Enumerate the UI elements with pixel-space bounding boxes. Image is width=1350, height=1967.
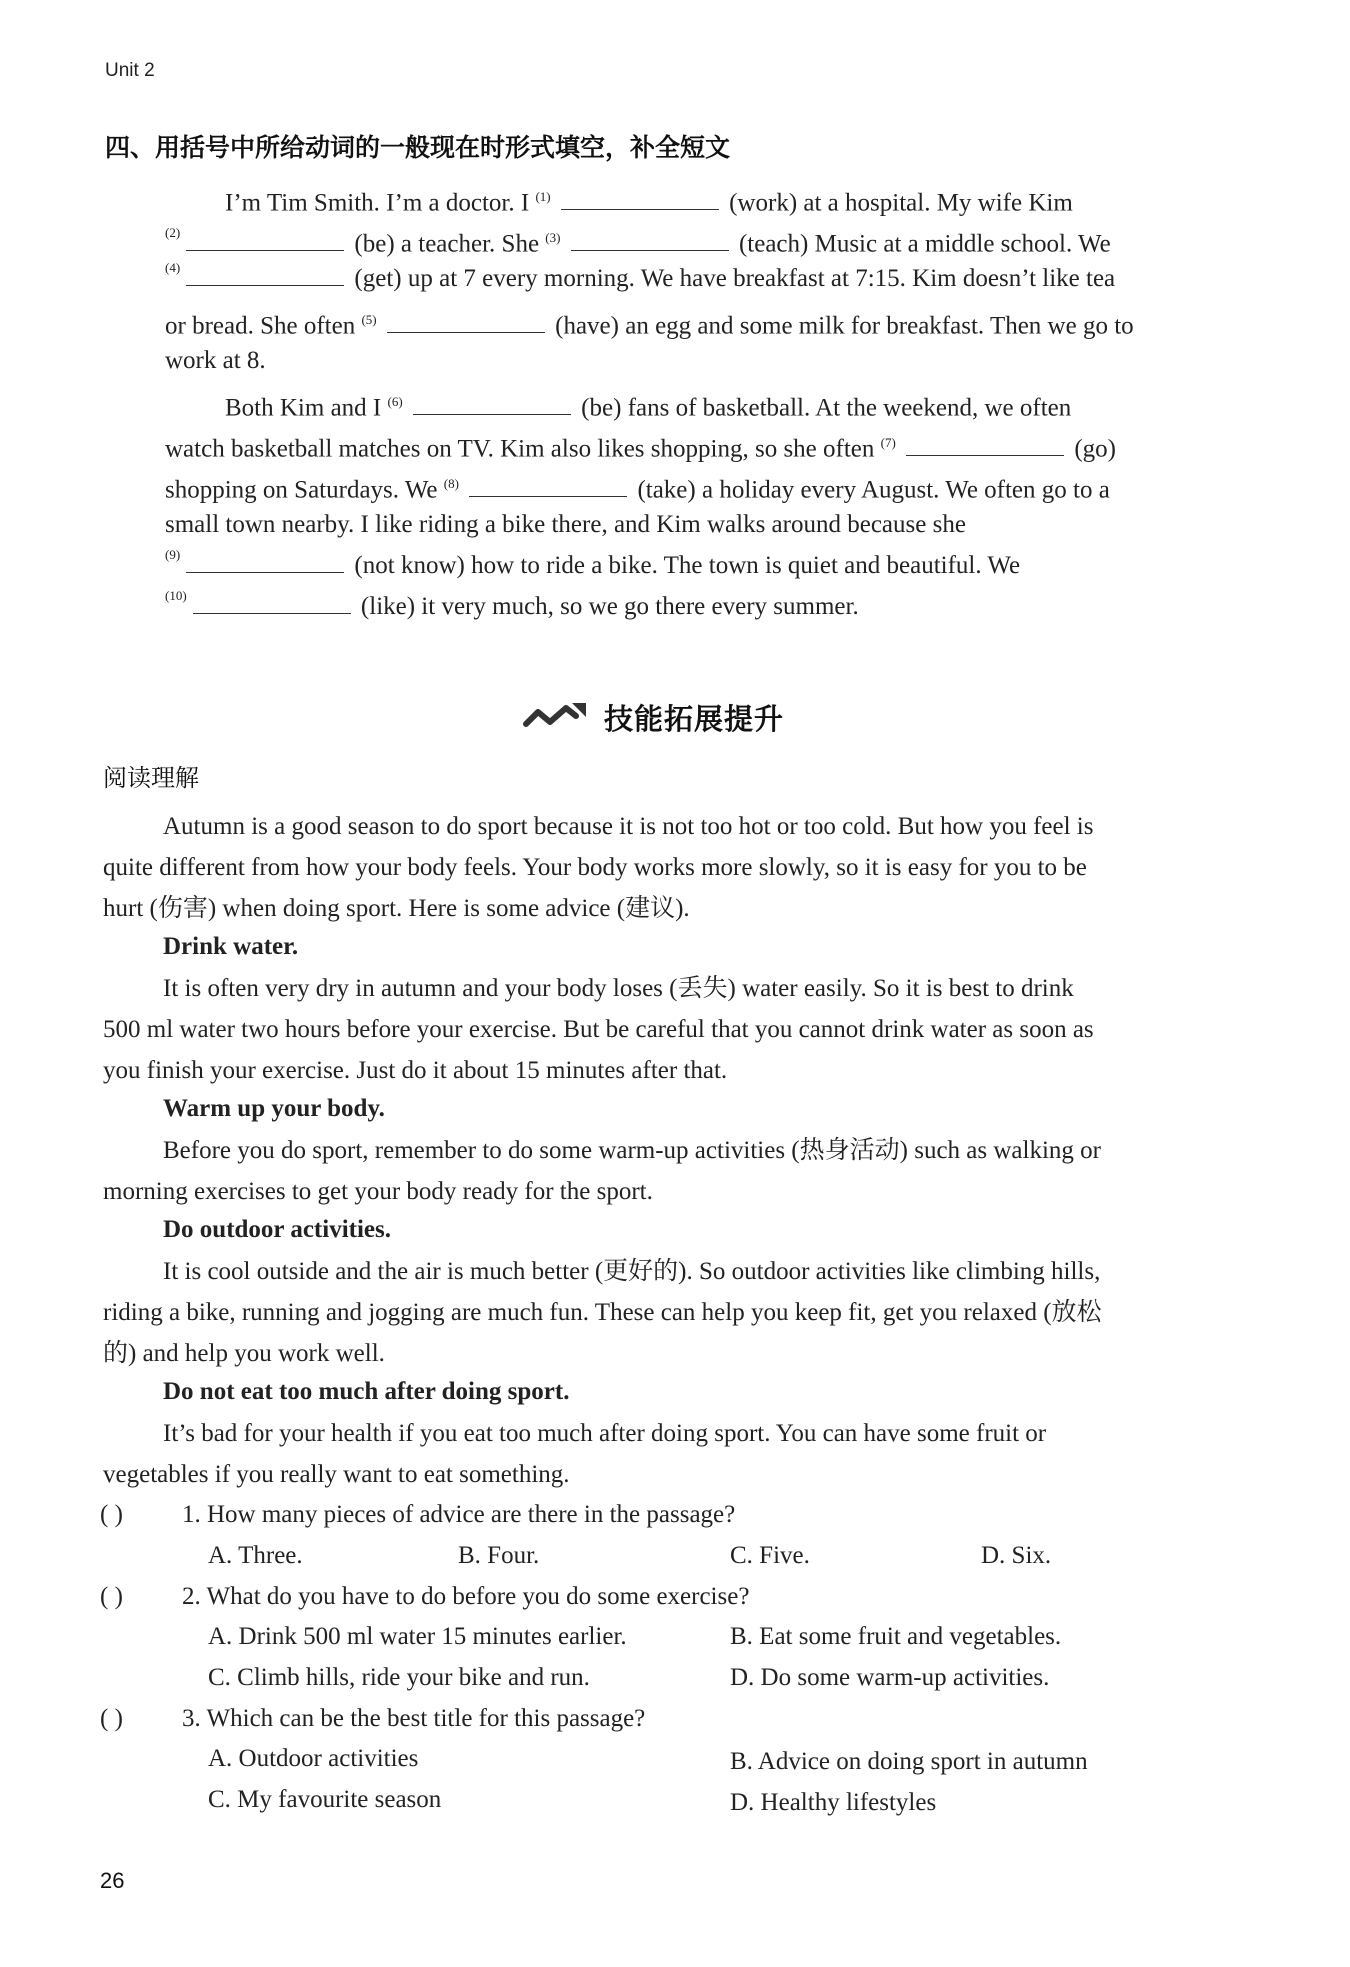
section-banner: [522, 697, 784, 738]
blank-5[interactable]: [387, 310, 545, 333]
blank-number: (7): [880, 435, 896, 450]
blank-4[interactable]: [186, 263, 344, 286]
cloze-line: Both Kim and I $^{(6)}$ (be) fans of basketball. At the weekend, we often: [225, 394, 1072, 422]
blank-number: (8): [443, 476, 459, 491]
section-title: 四、用括号中所给动词的一般现在时形式填空，补全短文: [105, 133, 731, 162]
blank-number: (2): [165, 225, 181, 241]
blank-number: (6): [387, 394, 403, 409]
blank-6[interactable]: [413, 392, 571, 415]
passage-line: you finish your exercise. Just do it about 15 minutes after that.: [103, 1057, 728, 1084]
option[interactable]: C. Climb hills, ride your bike and run.: [208, 1664, 590, 1691]
option[interactable]: A. Drink 500 ml water 15 minutes earlier.: [208, 1623, 627, 1650]
blank-2[interactable]: [186, 228, 344, 251]
cloze-line: I’m Tim Smith. I’m a doctor. I $^{(1)}$ (work) at a hospital. My wife Kim: [225, 189, 1073, 217]
passage-line: It’s bad for your health if you eat too much after doing sport. You can have some fruit or: [163, 1420, 1047, 1447]
passage-line: hurt (伤害) when doing sport. Here is some advice (建议).: [103, 895, 690, 922]
passage-line: Before you do sport, remember to do some warm-up activities (热身活动) such as walking or: [163, 1137, 1101, 1164]
trend-arrow-icon: [522, 700, 590, 735]
answer-bracket[interactable]: ( ): [100, 1501, 123, 1528]
unit-label: Unit 2: [105, 60, 155, 81]
cloze-line: $^{(2)}$ (be) a teacher. She $^{(3)}$ (teach) Music at a middle school. We: [165, 225, 1111, 258]
passage-line: It is often very dry in autumn and your body loses (丢失) water easily. So it is best to drink: [163, 975, 1074, 1002]
option[interactable]: B. Eat some fruit and vegetables.: [730, 1623, 1062, 1650]
cloze-line: small town nearby. I like riding a bike there, and Kim walks around because she: [165, 511, 966, 538]
option[interactable]: D. Six.: [981, 1542, 1052, 1569]
blank-10[interactable]: [193, 591, 351, 614]
passage-line: quite different from how your body feels. Your body works more slowly, so it is easy for you to be: [103, 854, 1087, 881]
passage-line: Autumn is a good season to do sport because it is not too hot or too cold. But how you feel is: [163, 813, 1094, 840]
blank-number: (4): [165, 260, 181, 275]
blank-number: (3): [545, 230, 561, 245]
cloze-line: shopping on Saturdays. We $^{(8)}$ (take) a holiday every August. We often go to a: [165, 476, 1110, 504]
cloze-line: work at 8.: [165, 347, 266, 374]
option[interactable]: C. My favourite season: [208, 1786, 442, 1813]
option[interactable]: C. Five.: [730, 1542, 810, 1569]
blank-1[interactable]: [561, 187, 719, 210]
option[interactable]: B. Advice on doing sport in autumn: [730, 1748, 1088, 1775]
question-text: 1. How many pieces of advice are there in the passage?: [182, 1501, 736, 1528]
passage-subheading: Do not eat too much after doing sport.: [163, 1378, 570, 1405]
banner-title: 技能拓展提升: [604, 702, 785, 736]
page-number: 26: [100, 1868, 125, 1893]
passage-subheading: Warm up your body.: [163, 1095, 385, 1122]
passage-subheading: Do outdoor activities.: [163, 1216, 391, 1243]
cloze-line: $^{(10)}$ (like) it very much, so we go there every summer.: [165, 588, 859, 620]
cloze-line: watch basketball matches on TV. Kim also likes shopping, so she often $^{(7)}$ (go): [165, 435, 1116, 463]
passage-line: vegetables if you really want to eat something.: [103, 1461, 570, 1488]
blank-number: (5): [361, 312, 377, 327]
cloze-line: or bread. She often $^{(5)}$ (have) an egg and some milk for breakfast. Then we go to: [165, 312, 1134, 340]
blank-number: (9): [165, 547, 181, 562]
blank-number: (10): [165, 588, 187, 603]
blank-3[interactable]: [571, 228, 729, 251]
answer-bracket[interactable]: ( ): [100, 1705, 123, 1732]
passage-subheading: Drink water.: [163, 933, 299, 960]
passage-line: morning exercises to get your body ready for the sport.: [103, 1178, 653, 1205]
cloze-line: $^{(9)}$ (not know) how to ride a bike. The town is quiet and beautiful. We: [165, 547, 1021, 579]
passage-line: It is cool outside and the air is much better (更好的). So outdoor activities like climbing hills,: [163, 1258, 1101, 1285]
option[interactable]: D. Healthy lifestyles: [730, 1789, 937, 1816]
reading-heading: 阅读理解: [103, 764, 199, 792]
option[interactable]: B. Four.: [458, 1542, 540, 1569]
passage-line: 的) and help you work well.: [103, 1340, 385, 1367]
answer-bracket[interactable]: ( ): [100, 1583, 123, 1610]
blank-number: (1): [535, 189, 551, 204]
option[interactable]: A. Three.: [208, 1542, 303, 1569]
passage-line: riding a bike, running and jogging are much fun. These can help you keep fit, get you relaxed (放松: [103, 1299, 1102, 1326]
blank-7[interactable]: [906, 433, 1064, 456]
passage-line: 500 ml water two hours before your exercise. But be careful that you cannot drink water as soon as: [103, 1016, 1094, 1043]
question-text: 2. What do you have to do before you do some exercise?: [182, 1583, 750, 1610]
option[interactable]: D. Do some warm-up activities.: [730, 1664, 1050, 1691]
blank-8[interactable]: [469, 474, 627, 497]
blank-9[interactable]: [186, 550, 344, 573]
option[interactable]: A. Outdoor activities: [208, 1745, 419, 1772]
question-text: 3. Which can be the best title for this passage?: [182, 1705, 646, 1732]
cloze-line: $^{(4)}$ (get) up at 7 every morning. We have breakfast at 7:15. Kim doesn’t like tea: [165, 260, 1116, 292]
